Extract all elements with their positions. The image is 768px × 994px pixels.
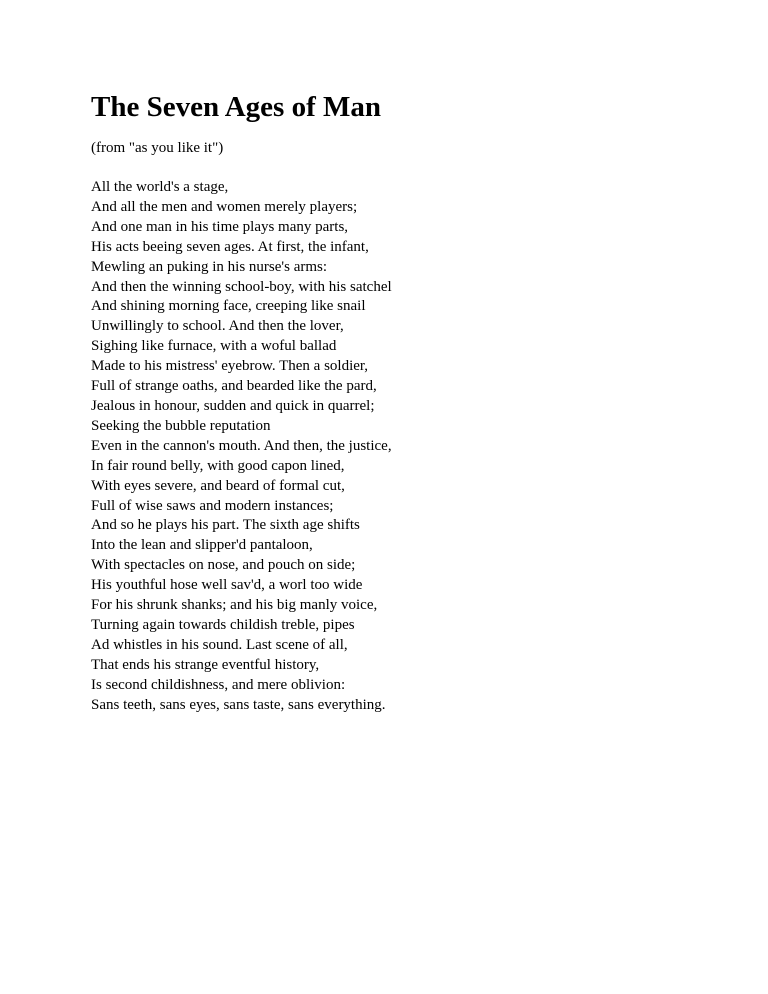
poem-line: With spectacles on nose, and pouch on side;: [91, 557, 356, 574]
poem-line: Jealous in honour, sudden and quick in quarrel;: [91, 397, 375, 414]
poem-line: That ends his strange eventful history,: [91, 656, 320, 673]
poem-line: Mewling an puking in his nurse's arms:: [91, 258, 328, 275]
poem-line: His youthful hose well sav'd, a worl too wide: [91, 577, 363, 594]
poem-line: Made to his mistress' eyebrow. Then a soldier,: [91, 358, 369, 375]
poem-line: Is second childishness, and mere oblivion:: [91, 676, 346, 693]
poem-line: In fair round belly, with good capon lined,: [91, 457, 345, 474]
poem-line: Full of strange oaths, and bearded like the pard,: [91, 378, 377, 395]
document-page: [91, 88, 731, 715]
poem-line: Even in the cannon's mouth. And then, the justice,: [91, 437, 392, 454]
poem-line: Turning again towards childish treble, pipes: [91, 616, 355, 633]
poem-line: Sighing like furnace, with a woful ballad: [91, 338, 337, 355]
poem-line: And one man in his time plays many parts,: [91, 218, 349, 235]
poem-line: And all the men and women merely players;: [91, 198, 358, 215]
poem-line: For his shrunk shanks; and his big manly voice,: [91, 597, 378, 614]
page-subtitle: (from "as you like it"): [91, 140, 224, 156]
poem-line: With eyes severe, and beard of formal cut,: [91, 477, 345, 494]
poem-line: Sans teeth, sans eyes, sans taste, sans everything.: [91, 696, 386, 713]
poem-line: Full of wise saws and modern instances;: [91, 497, 334, 514]
poem-line: And shining morning face, creeping like snail: [91, 298, 366, 315]
poem-line: And so he plays his part. The sixth age shifts: [91, 517, 360, 534]
poem-line: Ad whistles in his sound. Last scene of all,: [91, 636, 348, 653]
poem-line: His acts beeing seven ages. At first, the infant,: [91, 238, 369, 255]
poem-line: Into the lean and slipper'd pantaloon,: [91, 537, 313, 554]
poem-line: Seeking the bubble reputation: [91, 417, 271, 434]
page-title: The Seven Ages of Man: [91, 91, 381, 123]
poem-line: Unwillingly to school. And then the lover,: [91, 318, 344, 335]
poem-line: All the world's a stage,: [91, 179, 229, 195]
poem-line: And then the winning school-boy, with his satchel: [91, 278, 392, 295]
poem-body: [91, 178, 731, 715]
